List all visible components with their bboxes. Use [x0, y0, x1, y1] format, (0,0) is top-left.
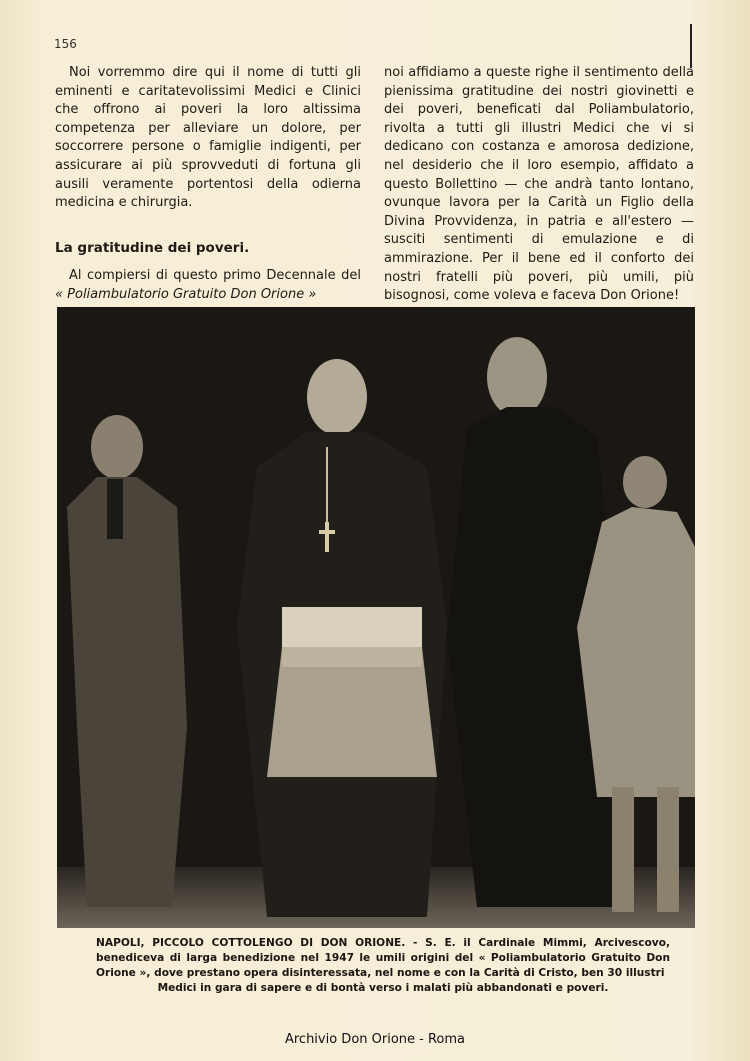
caption-last-line: Medici in gara di sapere e di bontà verso i malati più abbandonati e poveri.: [157, 982, 609, 994]
left-paragraph-2-text: Al compiersi di questo primo Decennale del: [69, 268, 361, 284]
left-column: [55, 64, 361, 305]
caption-main: NAPOLI, PICCOLO COTTOLENGO DI DON ORIONE. - S. E. il Cardinale Mimmi, Arcivescovo, benediceva di larga benedizione nel 1947 le umili origini del « Poliambulatorio Gratuito Don Orione », dove prestano opera disinteressata, nel nome e con la Carità di Cristo, ben 30 illustri: [96, 937, 670, 979]
right-column: [384, 64, 694, 306]
right-paragraph: noi affidiamo a queste righe il sentimento della pienissima gratitudine dei nostri giovinetti e dei poveri, beneficati dal Poliambulatorio, rivolta a tutti gli illustri Medici che vi si dedicano con costanza e amorosa dedizione, nel desiderio che il loro esempio, affidato a questo Bollettino — che andrà tanto lontano, ovunque lavora per la Carità un Figlio della Divina Provvidenza, in patria e all'estero — susciti sentimenti di emulazione e di ammirazione. Per il bene ed il conforto dei nostri fratelli più poveri, più umili, più bisognosi, come voleva e faceva Don Orione!: [384, 65, 694, 304]
photo-caption: [96, 936, 670, 996]
left-paragraph-2-italic: « Poliambulatorio Gratuito Don Orione »: [55, 286, 317, 302]
page-number: 156: [54, 37, 77, 51]
photograph: [57, 307, 695, 928]
section-heading: La gratitudine dei poveri.: [55, 239, 250, 256]
photograph-illustration: [57, 307, 695, 928]
margin-mark: [690, 24, 692, 68]
left-paragraph-1: Noi vorremmo dire qui il nome di tutti gli eminenti e caritatevolissimi Medici e Clinici che offrono ai poveri la loro altissima competenza per alleviare un dolore, per soccorrere persone o famiglie indigenti, per assicurare ai più sprovveduti di fortuna gli ausili veramente portentosi della odierna medicina e chirurgia.: [55, 65, 361, 211]
left-paragraph-2: [55, 267, 361, 304]
archive-footer: Archivio Don Orione - Roma: [284, 1032, 466, 1047]
